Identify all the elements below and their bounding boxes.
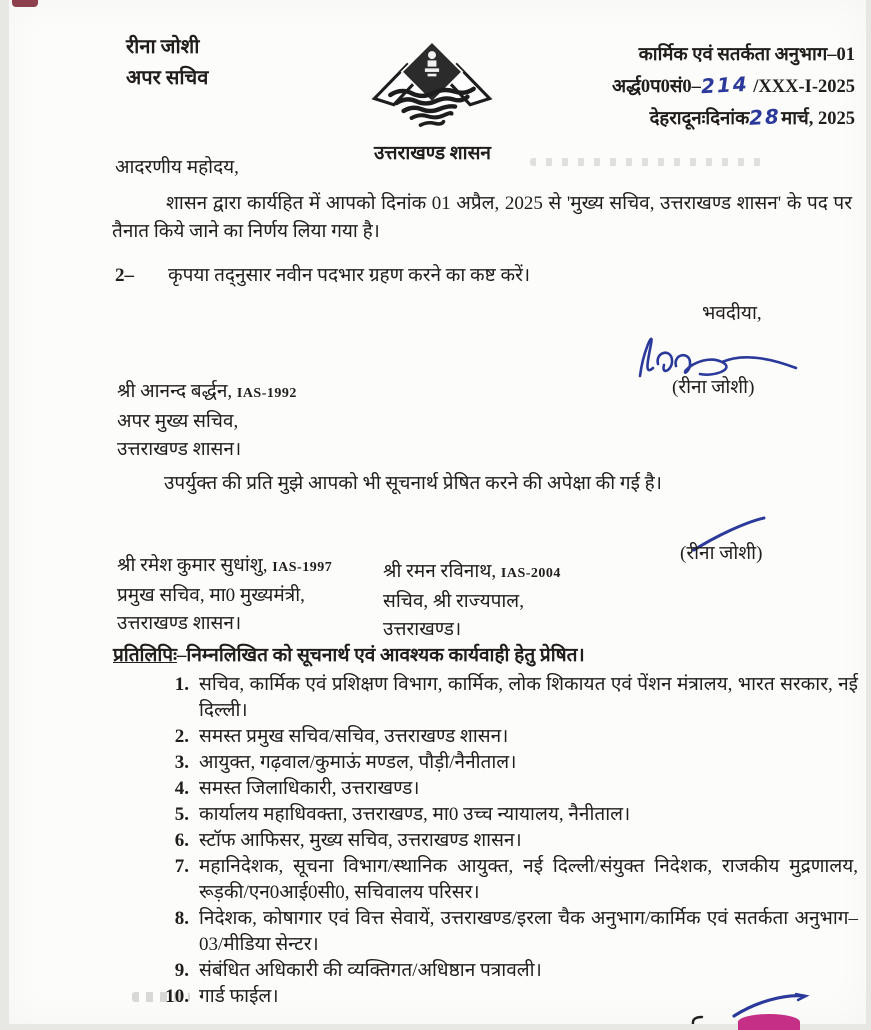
officer-block [126,32,208,94]
item-number: 3. [174,752,189,773]
paragraph-1: शासन द्वारा कार्यहित में आपको दिनांक 01 अप्रैल, 2025 से 'मुख्य सचिव, उत्तराखण्ड शासन' के पद पर तैनात किये जाने का निर्णय लिया गया है। [112,193,852,242]
item-text: सचिव, कार्मिक एवं प्रशिक्षण विभाग, कार्मिक, लोक शिकायत एवं पेंशन मंत्रालय, भारत सरकार, नई दिल्ली। [199,674,858,721]
item-text: गार्ड फाईल। [199,986,279,1007]
ref-prefix: अर्द्ध0प0सं0– [611,77,701,97]
date-suffix: मार्च, 2025 [781,109,855,129]
list-item [113,828,858,854]
bleed-through-marks [530,158,770,166]
list-item [113,958,858,984]
date-line [555,102,855,134]
endorsement-section [113,642,858,1010]
list-item [113,724,858,750]
reference-number-line [555,70,855,102]
cut-off-text-fragment [690,1015,706,1024]
item-number: 8. [174,908,189,929]
item-text: कार्यालय महाधिवक्ता, उत्तराखण्ड, मा0 उच्च न्यायालय, नैनीताल। [199,804,631,825]
copy-official-2 [383,558,561,644]
paragraph-2-number: 2– [115,265,134,286]
officer-title: अपर सचिव [126,67,209,89]
list-item [113,854,858,906]
item-number: 10. [165,986,189,1007]
list-item [113,672,858,724]
endorsement-heading-rest: –निम्नलिखित को सूचनार्थ एवं आवश्यक कार्यवाही हेतु प्रेषित। [176,645,585,666]
second-signatory-name: (रीना जोशी) [680,543,763,564]
department-line: कार्मिक एवं सतर्कता अनुभाग–01 [638,45,855,65]
item-number: 4. [174,778,189,799]
item-number: 6. [174,830,189,851]
addressee-name-line [117,378,297,408]
scan-edge-mark [12,0,38,7]
official-1-name: श्री रमेश कुमार सुधांशु, [117,555,268,576]
addressee-designation: अपर मुख्य सचिव, [117,411,239,432]
date-prefix: देहरादूनःदिनांक [649,109,750,129]
item-number: 1. [174,674,189,695]
item-number: 2. [174,726,189,747]
item-number: 5. [174,804,189,825]
official-1-cadre: IAS-1997 [272,560,333,575]
handwritten-ref-number: 214 [700,71,750,99]
reference-block [555,40,855,134]
item-text: स्टॉफ आफिसर, मुख्य सचिव, उत्तराखण्ड शासन। [199,830,522,851]
handwritten-date-day: 28 [748,104,782,130]
officer-name: रीना जोशी [126,36,200,58]
pink-stamp-mark [738,1014,800,1030]
item-text: आयुक्त, गढ़वाल/कुमाऊं मण्डल, पौड़ी/नैनीताल। [199,752,517,773]
addressee-block [117,378,297,464]
item-text: निदेशक, कोषागार एवं वित्त सेवायें, उत्तराखण्ड/इरला चैक अनुभाग/कार्मिक एवं सतर्कता अनुभाग–03/मीडिया सेन्टर। [199,908,858,955]
list-item [113,750,858,776]
official-1-designation: प्रमुख सचिव, मा0 मुख्यमंत्री, [117,585,305,606]
closing-word: भवदीया, [702,303,762,324]
forwarding-paragraph: उपर्युक्त की प्रति मुझे आपको भी सूचनार्थ प्रेषित करने की अपेक्षा की गई है। [164,473,662,494]
item-text: संबंधित अधिकारी की व्यक्तिगत/अधिष्ठान पत्रावली। [199,960,542,981]
salutation: आदरणीय महोदय, [115,157,239,178]
official-2-designation: सचिव, श्री राज्यपाल, [383,591,524,612]
item-number: 7. [174,856,189,877]
copy-list [113,672,858,1010]
list-item [113,906,858,958]
item-number: 9. [174,960,189,981]
official-2-org: उत्तराखण्ड। [383,619,462,640]
addressee-name: श्री आनन्द बर्द्धन, [117,381,233,402]
item-text: समस्त प्रमुख सचिव/सचिव, उत्तराखण्ड शासन। [199,726,509,747]
addressee-cadre: IAS-1992 [236,386,297,401]
copy-official-1 [117,552,332,638]
emblem-caption: उत्तराखण्ड शासन [374,143,491,164]
item-text: महानिदेशक, सूचना विभाग/स्थानिक आयुक्त, नई दिल्ली/संयुक्त निदेशक, राजकीय मुद्रणालय, रूड़की/एन0आई0सी0, सचिवालय परिसर। [199,856,858,903]
addressee-org: उत्तराखण्ड शासन। [117,439,242,460]
list-item [113,776,858,802]
item-text: समस्त जिलाधिकारी, उत्तराखण्ड। [199,778,420,799]
signatory-name: (रीना जोशी) [672,377,755,398]
official-2-cadre: IAS-2004 [500,566,561,581]
paragraph-2: कृपया तद्नुसार नवीन पदभार ग्रहण करने का कष्ट करें। [168,265,531,286]
list-item [113,802,858,828]
endorsement-heading [113,642,858,670]
official-1-org: उत्तराखण्ड शासन। [117,613,242,634]
official-2-name: श्री रमन रविनाथ, [383,561,497,582]
uttarakhand-emblem-icon [357,40,507,142]
endorsement-heading-word: प्रतिलिपिः [113,645,177,666]
ref-suffix: /XXX-I-2025 [753,77,855,97]
